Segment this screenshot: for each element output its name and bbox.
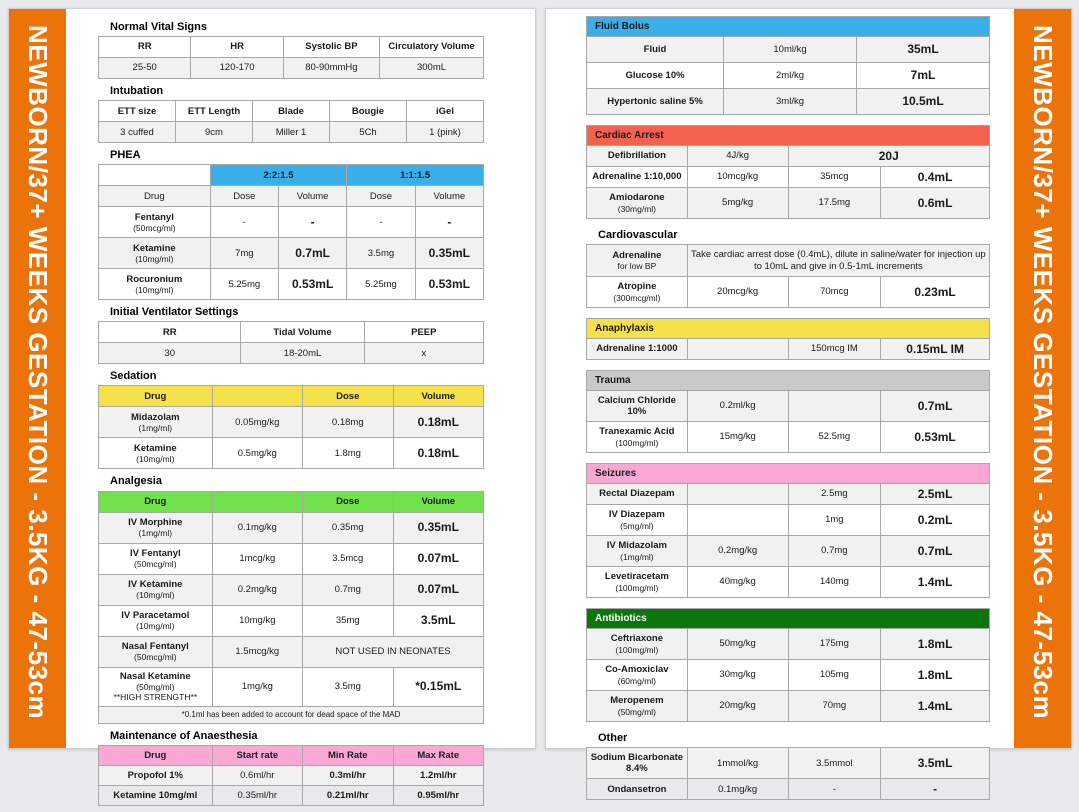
drug-name: Hypertonic saline 5% [607,95,703,107]
volume-value-cell: 0.2mL [881,505,990,536]
drug-concentration: (30mg/ml) [617,203,656,214]
data-table [98,100,484,143]
value-cell: 5Ch [330,122,407,143]
column-header-cell [212,386,302,407]
volume-value-cell: - [415,207,483,238]
drug-concentration: (100mg/ml) [615,437,659,448]
empty-cell [687,339,788,360]
value-cell: 25-50 [99,58,191,79]
section-band-header: Antibiotics [587,609,990,629]
drug-name: Adrenaline [612,249,662,261]
drug-concentration: (300mcg/ml) [613,292,661,303]
column-header-cell: Drug [99,745,213,765]
volume-value-cell: 0.07mL [393,574,484,605]
column-header-cell: Dose [303,386,393,407]
section [98,475,484,723]
section [586,16,990,115]
value-cell: - [788,779,881,800]
data-table [586,370,990,453]
drug-name-cell [99,605,213,636]
value-cell: 0.2ml/kg [687,391,788,422]
column-header-cell [212,491,302,512]
drug-name: 10% [627,406,647,418]
drug-name: Calcium Chloride [597,394,676,406]
section-title: PHEA [110,149,141,162]
section [586,370,990,453]
value-cell: 3ml/kg [724,89,857,115]
drug-name-cell [587,37,724,63]
drug-name-cell [99,269,211,300]
rate-value-cell: 0.95ml/hr [393,785,484,805]
empty-cell [788,391,881,422]
drug-name: Meropenem [610,695,664,707]
volume-value-cell: 0.35mL [415,238,483,269]
drug-name-cell [99,785,213,805]
drug-name: Midazolam [131,411,180,423]
drug-name: Adrenaline 1:1000 [596,343,678,355]
drug-name: IV Diazepam [608,509,665,521]
drug-concentration: (100mg/ml) [615,644,659,655]
data-table [586,747,990,800]
drug-name: Defibrillation [607,150,666,162]
drug-name: Rocuronium [126,273,183,285]
drug-name: Amiodarone [609,192,665,204]
volume-value-cell: 0.7mL [278,238,346,269]
section [586,732,990,800]
value-cell: 0.1mg/kg [212,512,302,543]
value-cell: 120-170 [191,58,283,79]
drug-name-cell [587,629,688,660]
drug-name: Fluid [643,43,667,55]
drug-name: Atropine [617,281,657,293]
value-cell: 15mg/kg [687,422,788,453]
data-table [586,244,990,308]
drug-concentration: (50mcg/ml) [134,559,177,570]
column-header-cell: Bougie [330,101,407,122]
volume-value-cell: 0.6mL [881,188,990,219]
column-header-cell: 2:2:1.5 [210,165,347,186]
column-header-cell: Dose [303,491,393,512]
volume-value-cell: 7mL [857,63,990,89]
value-cell: 10mcg/kg [687,167,788,188]
section [586,608,990,722]
drug-name-cell [99,407,213,438]
drug-name-cell [99,765,213,785]
value-cell: Miller 1 [253,122,330,143]
section [586,125,990,219]
volume-value-cell: 3.5mL [881,748,990,779]
data-table [586,463,990,598]
value-cell: 0.1mg/kg [687,779,788,800]
value-cell: Dose [347,186,415,207]
section-band-header: Cardiac Arrest [587,126,990,146]
section [98,149,484,300]
value-cell: 0.6ml/hr [212,765,302,785]
section [98,85,484,143]
drug-name: Rectal Diazepam [599,488,675,500]
data-table [586,16,990,115]
left-orange-banner [9,9,66,748]
drug-name-cell [99,667,213,706]
value-cell: 1mmol/kg [687,748,788,779]
value-cell: 20mcg/kg [687,277,788,308]
value-cell: Volume [415,186,483,207]
value-cell: 3.5mmol [788,748,881,779]
drug-name-cell [99,438,213,469]
volume-value-cell: - [881,779,990,800]
value-cell: 2ml/kg [724,63,857,89]
drug-name: Adrenaline 1:10,000 [592,171,682,183]
volume-value-cell: 1.4mL [881,691,990,722]
value-cell: 1mcg/kg [212,543,302,574]
value-cell: 3 cuffed [99,122,176,143]
volume-value-cell: 20J [788,146,990,167]
section-title: Analgesia [110,475,162,488]
volume-value-cell: 0.7mL [881,536,990,567]
drug-concentration: (10mg/ml) [135,284,174,295]
column-header-cell: Blade [253,101,330,122]
value-cell: 0.05mg/kg [212,407,302,438]
section [586,229,990,308]
empty-cell [99,165,211,186]
value-cell: 35mcg [788,167,881,188]
value-cell: 5.25mg [210,269,278,300]
section [98,21,484,79]
left-banner-label: NEWBORN/37+ WEEKS GESTATION - 3.5KG - 47-53cm [23,25,53,720]
value-cell: 5mg/kg [687,188,788,219]
drug-name: Sodium Bicarbonate [590,751,684,763]
value-cell: 10mg/kg [212,605,302,636]
drug-name-cell [587,277,688,308]
value-cell: 35mg [303,605,393,636]
drug-concentration: (10mg/ml) [136,621,175,632]
volume-value-cell: 1.8mL [881,660,990,691]
drug-concentration: (50mg/ml) [136,682,175,693]
value-cell: 70mg [788,691,881,722]
drug-name: Glucose 10% [625,69,685,81]
value-cell: 0.18mg [303,407,393,438]
drug-name-cell [99,207,211,238]
footnote-cell: *0.1ml has been added to account for dead space of the MAD [99,706,484,723]
value-cell: 7mg [210,238,278,269]
volume-value-cell: 35mL [857,37,990,63]
drug-name-cell [587,188,688,219]
drug-name: Fentanyl [134,211,174,223]
drug-name: Ketamine [133,442,177,454]
value-cell: 30 [99,343,241,364]
volume-value-cell: 0.18mL [393,438,484,469]
drug-concentration: (1mg/ml) [620,551,654,562]
column-header-cell: Drug [99,491,213,512]
column-header-cell: iGel [407,101,484,122]
drug-name: Propofol 1% [127,769,183,781]
data-table [98,321,484,364]
value-cell: 150mcg IM [788,339,881,360]
value-cell: 0.5mg/kg [212,438,302,469]
column-header-cell: HR [191,37,283,58]
column-header-cell: ETT Length [176,101,253,122]
volume-value-cell: 1.4mL [881,567,990,598]
volume-value-cell: 0.35mL [393,512,484,543]
section [586,318,990,360]
column-header-cell: Systolic BP [283,37,379,58]
drug-name: IV Fentanyl [129,547,181,559]
data-table [98,745,484,806]
value-cell: 50mg/kg [687,629,788,660]
volume-value-cell: 3.5mL [393,605,484,636]
value-cell: - [347,207,415,238]
value-cell: 1.8mg [303,438,393,469]
drug-concentration: (1mg/ml) [138,528,173,539]
value-cell: 1mg [788,505,881,536]
value-cell: Take cardiac arrest dose (0.4mL), dilute in saline/water for injection up to 10mL and give in 0.5-1mL increments [687,245,989,277]
column-header-cell: Circulatory Volume [380,37,484,58]
section [98,370,484,469]
column-header-cell: Drug [99,386,213,407]
volume-value-cell: 0.07mL [393,543,484,574]
section-title: Other [598,732,628,745]
column-header-cell: ETT size [99,101,176,122]
volume-value-cell: 1.8mL [881,629,990,660]
volume-value-cell: 2.5mL [881,484,990,505]
value-cell: 0.2mg/kg [212,574,302,605]
value-cell: 1mg/kg [212,667,302,706]
right-page-content [586,16,990,810]
value-cell: 20mg/kg [687,691,788,722]
data-table [586,125,990,219]
value-cell: Drug [99,186,211,207]
drug-concentration: **HIGH STRENGTH** [113,692,198,703]
drug-name-cell [587,484,688,505]
drug-concentration: (10mg/ml) [135,253,174,264]
drug-name: Tranexamic Acid [599,426,675,438]
volume-value-cell: 0.4mL [881,167,990,188]
drug-name-cell [99,238,211,269]
value-cell: 2.5mg [788,484,881,505]
volume-value-cell: 0.53mL [881,422,990,453]
value-cell: 0.7mg [303,574,393,605]
value-cell: 70mcg [788,277,881,308]
section-title: Sedation [110,370,157,383]
section-title: Maintenance of Anaesthesia [110,729,258,742]
value-cell: 4J/kg [687,146,788,167]
drug-name-cell [99,636,213,667]
section-title: Intubation [110,85,164,98]
section-title: Normal Vital Signs [110,21,207,33]
data-table [98,491,484,724]
section [98,730,484,806]
drug-name-cell [587,660,688,691]
drug-concentration: (10mg/ml) [136,590,175,601]
value-cell: x [364,343,483,364]
value-cell: 1.5mcg/kg [212,636,302,667]
value-cell: 0.7mg [788,536,881,567]
data-table [98,385,484,469]
drug-concentration: (1mg/ml) [138,423,173,434]
value-cell: 175mg [788,629,881,660]
volume-value-cell: 0.7mL [881,391,990,422]
value-cell: 1 (pink) [407,122,484,143]
value-cell: 80-90mmHg [283,58,379,79]
drug-name: Co-Amoxiclav [605,664,669,676]
drug-concentration: (50mg/ml) [617,706,656,717]
value-cell: 300mL [380,58,484,79]
rate-value-cell: 0.21ml/hr [303,785,393,805]
value-cell: Volume [278,186,346,207]
value-cell: 40mg/kg [687,567,788,598]
drug-name-cell [587,567,688,598]
data-table [98,36,484,79]
section-band-header: Seizures [587,464,990,484]
drug-name: Nasal Fentanyl [121,640,189,652]
column-header-cell: Volume [393,491,484,512]
column-header-cell: Min Rate [303,745,393,765]
volume-value-cell: 0.53mL [278,269,346,300]
data-table [98,164,484,300]
drug-name-cell [587,89,724,115]
column-header-cell: PEEP [364,322,483,343]
section [586,463,990,598]
drug-name-cell [587,63,724,89]
column-header-cell: Max Rate [393,745,484,765]
volume-value-cell: 0.18mL [393,407,484,438]
column-header-cell: Volume [393,386,484,407]
drug-name-cell [99,543,213,574]
drug-name-cell [587,748,688,779]
page-left [8,8,536,801]
value-cell: 105mg [788,660,881,691]
value-cell: - [210,207,278,238]
drug-name-cell [587,779,688,800]
drug-name: IV Morphine [128,516,183,528]
drug-name-cell [587,339,688,360]
value-cell: 9cm [176,122,253,143]
volume-value-cell: 0.15mL IM [881,339,990,360]
drug-name-cell [99,512,213,543]
volume-value-cell: 10.5mL [857,89,990,115]
volume-value-cell: 0.23mL [881,277,990,308]
drug-name: 8.4% [626,763,648,775]
right-banner-label: NEWBORN/37+ WEEKS GESTATION - 3.5KG - 47-53cm [1028,25,1058,720]
value-cell: NOT USED IN NEONATES [303,636,484,667]
drug-name: Levetiracetam [604,571,669,583]
section [98,306,484,364]
value-cell: 3.5mg [303,667,393,706]
drug-name: IV Paracetamol [121,609,190,621]
drug-concentration: (60mg/ml) [617,675,656,686]
value-cell: 17.5mg [788,188,881,219]
value-cell: 3.5mg [347,238,415,269]
drug-name-cell [587,146,688,167]
left-page-content [98,21,484,812]
drug-name-cell [587,245,688,277]
volume-value-cell: 0.53mL [415,269,483,300]
drug-name-cell [587,391,688,422]
column-header-cell: 1:1:1.5 [347,165,484,186]
column-header-cell: Tidal Volume [241,322,364,343]
section-title: Initial Ventilator Settings [110,306,239,319]
section-band-header: Fluid Bolus [587,17,990,37]
value-cell: 0.35ml/hr [212,785,302,805]
empty-cell [687,505,788,536]
value-cell: Dose [210,186,278,207]
rate-value-cell: 1.2ml/hr [393,765,484,785]
right-orange-banner [1014,9,1071,748]
volume-value-cell: *0.15mL [393,667,484,706]
drug-concentration: (50mcg/ml) [133,222,176,233]
drug-name-cell [587,536,688,567]
drug-name-cell [587,691,688,722]
rate-value-cell: 0.3ml/hr [303,765,393,785]
column-header-cell: RR [99,322,241,343]
drug-concentration: (50mcg/ml) [134,652,177,663]
drug-name-cell [587,505,688,536]
value-cell: 30mg/kg [687,660,788,691]
drug-concentration: for low BP [617,261,657,272]
drug-name: Ondansetron [607,783,667,795]
value-cell: 52.5mg [788,422,881,453]
drug-concentration: (5mg/ml) [620,520,654,531]
drug-name-cell [587,167,688,188]
drug-name: Ceftriaxone [610,633,663,645]
value-cell: 0.35mg [303,512,393,543]
section-band-header: Trauma [587,371,990,391]
column-header-cell: Start rate [212,745,302,765]
value-cell: 0.2mg/kg [687,536,788,567]
drug-name: IV Midazolam [606,540,667,552]
drug-name-cell [99,574,213,605]
drug-name-cell [587,422,688,453]
column-header-cell: RR [99,37,191,58]
value-cell: 5.25mg [347,269,415,300]
page-right [545,8,1072,797]
volume-value-cell: - [278,207,346,238]
drug-concentration: (100mg/ml) [615,582,659,593]
value-cell: 3.5mcg [303,543,393,574]
drug-name: Nasal Ketamine [119,670,191,682]
data-table [586,608,990,722]
section-title: Cardiovascular [598,229,678,241]
drug-name: Ketamine [132,242,176,254]
value-cell: 140mg [788,567,881,598]
value-cell: 18-20mL [241,343,364,364]
value-cell: 10ml/kg [724,37,857,63]
data-table [586,318,990,360]
empty-cell [687,484,788,505]
drug-name: IV Ketamine [128,578,183,590]
section-band-header: Anaphylaxis [587,319,990,339]
drug-name: Ketamine 10mg/ml [113,789,198,801]
drug-concentration: (10mg/ml) [136,454,175,465]
